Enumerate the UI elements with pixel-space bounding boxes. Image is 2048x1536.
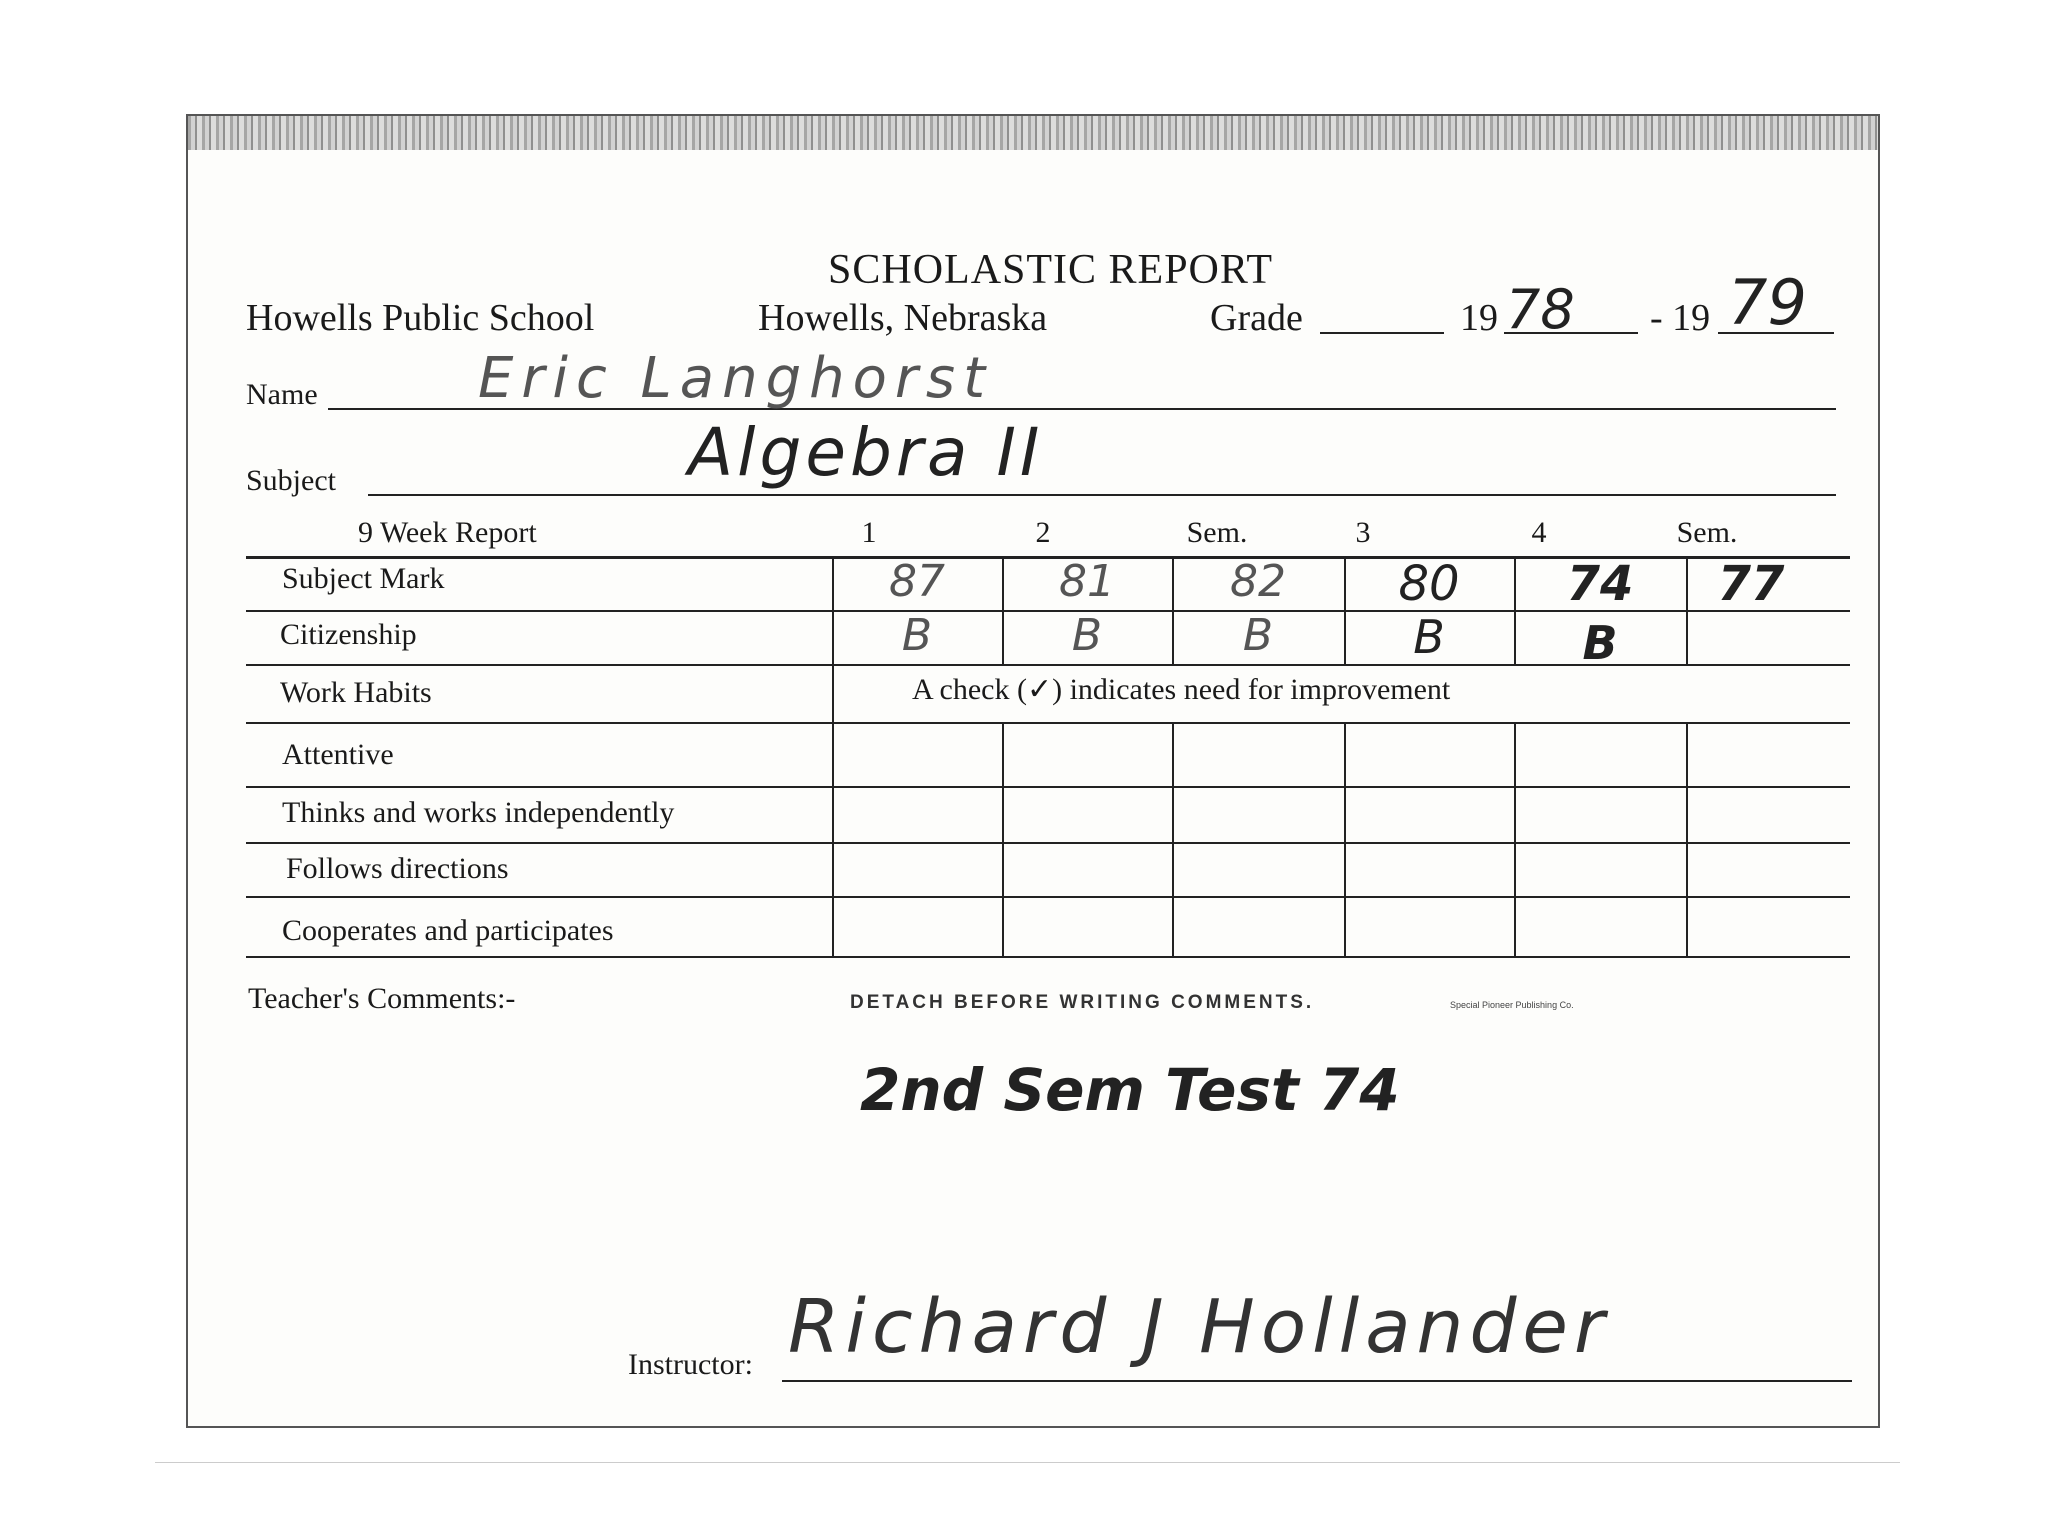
mark-q2: 81 bbox=[1059, 556, 1115, 607]
year-start-line bbox=[1504, 332, 1638, 334]
subject-handwritten: Algebra II bbox=[688, 414, 1044, 491]
habit-follows-directions: Follows directions bbox=[286, 852, 509, 885]
subject-line bbox=[368, 494, 1836, 496]
habit-cooperates: Cooperates and participates bbox=[282, 914, 614, 947]
habit-attentive: Attentive bbox=[282, 738, 394, 771]
instructor-signature: Richard J Hollander bbox=[788, 1284, 1611, 1370]
school-location: Howells, Nebraska bbox=[758, 297, 1048, 339]
mark-sem2: 77 bbox=[1717, 556, 1785, 612]
work-habits-note: A check (✓) indicates need for improvement bbox=[912, 673, 1451, 706]
mark-sem1: 82 bbox=[1230, 556, 1286, 607]
year-prefix: 19 bbox=[1460, 297, 1498, 339]
mark-q4: 74 bbox=[1566, 556, 1634, 612]
citizenship-q2: B bbox=[1071, 610, 1103, 661]
grid-column-divider bbox=[1686, 722, 1688, 956]
report-card bbox=[186, 114, 1880, 1428]
year-end-line bbox=[1718, 332, 1834, 334]
row-label-work-habits: Work Habits bbox=[280, 676, 432, 709]
teacher-comments-label: Teacher's Comments:- bbox=[248, 982, 516, 1015]
grid-line bbox=[246, 722, 1850, 724]
grid-column-divider bbox=[1172, 722, 1174, 956]
grid-line bbox=[246, 896, 1850, 898]
year-end-handwritten: 79 bbox=[1728, 266, 1807, 339]
page-divider bbox=[155, 1462, 1900, 1463]
school-name: Howells Public School bbox=[246, 297, 595, 339]
col-header-2: 2 bbox=[1035, 516, 1051, 549]
col-header-sem2: Sem. bbox=[1676, 516, 1738, 549]
period-header: 9 Week Report bbox=[358, 516, 537, 549]
grid-line bbox=[246, 786, 1850, 788]
year-separator: - 19 bbox=[1650, 297, 1711, 339]
instructor-line bbox=[782, 1380, 1852, 1382]
grid-line bbox=[246, 956, 1850, 958]
grid-line bbox=[246, 842, 1850, 844]
report-title: SCHOLASTIC REPORT bbox=[828, 247, 1274, 293]
instructor-label: Instructor: bbox=[628, 1348, 753, 1381]
citizenship-q4: B bbox=[1582, 616, 1618, 670]
mark-q1: 87 bbox=[889, 556, 945, 607]
row-label-citizenship: Citizenship bbox=[280, 618, 417, 651]
col-header-3: 3 bbox=[1355, 516, 1371, 549]
habit-thinks-independently: Thinks and works independently bbox=[282, 796, 675, 829]
subject-label: Subject bbox=[246, 464, 336, 497]
mark-q3: 80 bbox=[1398, 556, 1460, 612]
torn-edge bbox=[188, 116, 1878, 150]
year-start-handwritten: 78 bbox=[1506, 278, 1575, 341]
col-header-1: 1 bbox=[861, 516, 877, 549]
grid-column-divider bbox=[1514, 722, 1516, 956]
grid-column-divider bbox=[1344, 722, 1346, 956]
grid-column-divider bbox=[1002, 722, 1004, 956]
col-header-4: 4 bbox=[1531, 516, 1547, 549]
citizenship-q3: B bbox=[1413, 610, 1445, 664]
handwritten-comment: 2nd Sem Test 74 bbox=[860, 1056, 1400, 1124]
student-name-handwritten: Eric Langhorst bbox=[478, 346, 994, 411]
col-header-sem1: Sem. bbox=[1186, 516, 1248, 549]
grade-line bbox=[1320, 332, 1444, 334]
citizenship-q1: B bbox=[901, 610, 933, 661]
row-label-subject-mark: Subject Mark bbox=[282, 562, 445, 595]
grade-label: Grade bbox=[1210, 297, 1303, 339]
detach-note: DETACH BEFORE WRITING COMMENTS. bbox=[850, 992, 1315, 1013]
name-label: Name bbox=[246, 378, 318, 411]
citizenship-sem1: B bbox=[1242, 610, 1274, 661]
publisher-note: Special Pioneer Publishing Co. bbox=[1450, 1000, 1574, 1010]
